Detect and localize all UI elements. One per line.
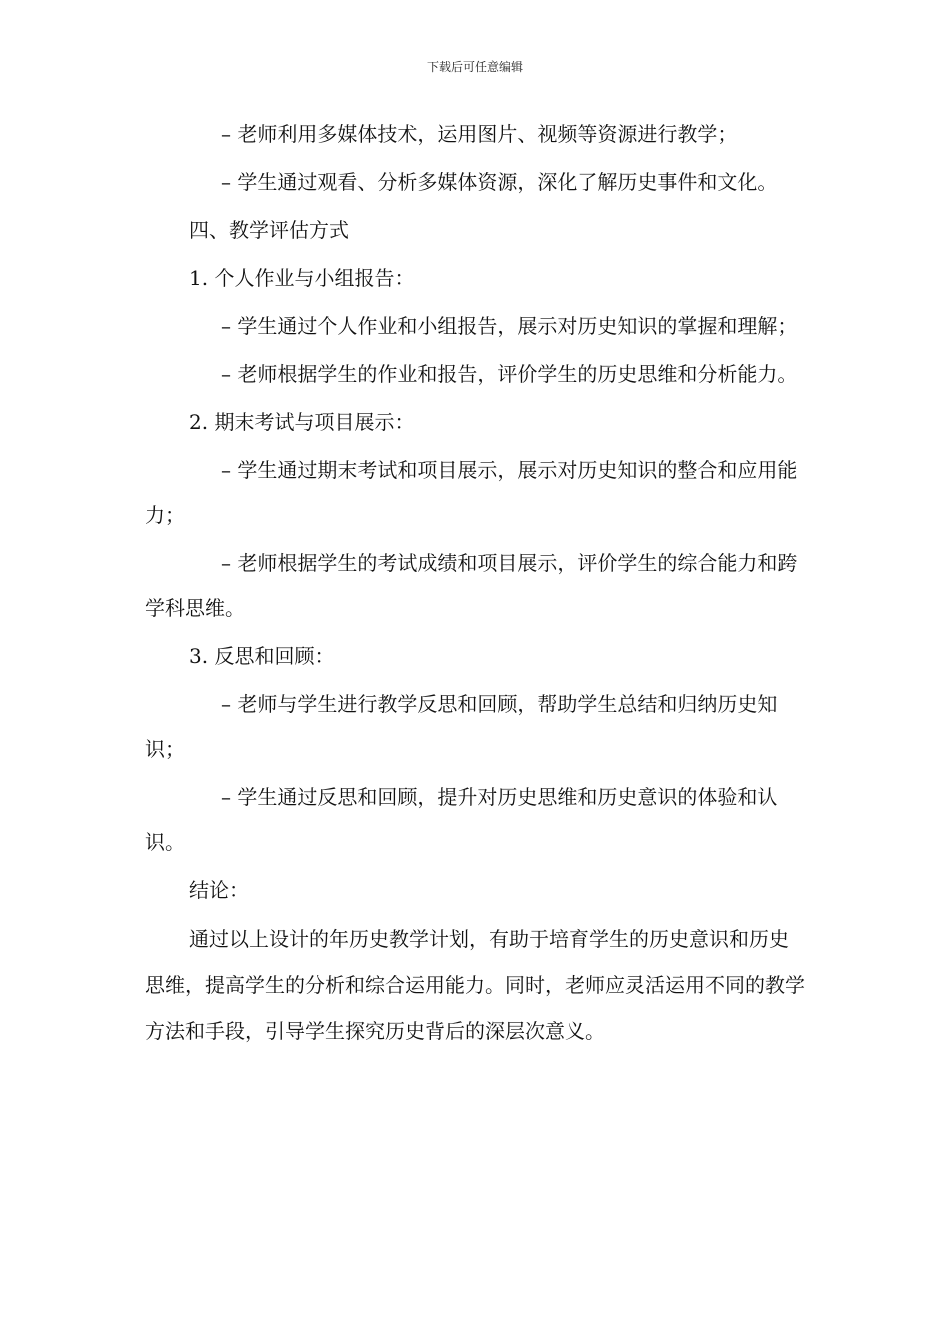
conclusion-paragraph: 通过以上设计的年历史教学计划，有助于培育学生的历史意识和历史思维，提高学生的分析和综合运用能力。同时，老师应灵活运用不同的教学方法和手段，引导学生探究历史背后的深层次意义。: [145, 927, 805, 1043]
bullet-reflection-teacher: – 老师与学生进行教学反思和回顾，帮助学生总结和归纳历史知识；: [145, 692, 778, 761]
bullet-homework-student: – 学生通过个人作业和小组报告，展示对历史知识的掌握和理解；: [221, 314, 798, 338]
item-homework-report: 1. 个人作业与小组报告：: [189, 266, 415, 290]
item-reflection: 3. 反思和回顾：: [189, 644, 335, 668]
conclusion-heading: 结论：: [189, 878, 249, 902]
section-heading-assessment: 四、教学评估方式: [189, 218, 349, 242]
bullet-multimedia-student: – 学生通过观看、分析多媒体资源，深化了解历史事件和文化。: [221, 170, 778, 194]
item-exam-project: 2. 期末考试与项目展示：: [189, 410, 415, 434]
bullet-homework-teacher: – 老师根据学生的作业和报告，评价学生的历史思维和分析能力。: [221, 362, 798, 386]
bullet-exam-teacher: – 老师根据学生的考试成绩和项目展示，评价学生的综合能力和跨学科思维。: [145, 551, 798, 620]
bullet-multimedia-teacher: – 老师利用多媒体技术，运用图片、视频等资源进行教学；: [221, 122, 738, 146]
bullet-reflection-student: – 学生通过反思和回顾，提升对历史思维和历史意识的体验和认识。: [145, 785, 778, 854]
page-header: 下载后可任意编辑: [426, 60, 523, 74]
bullet-exam-student: – 学生通过期末考试和项目展示，展示对历史知识的整合和应用能力；: [145, 458, 798, 527]
document-body: [145, 112, 805, 1057]
